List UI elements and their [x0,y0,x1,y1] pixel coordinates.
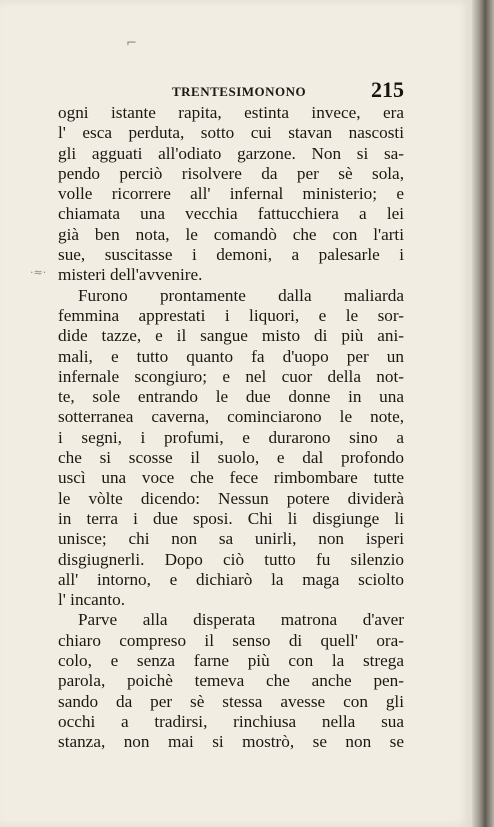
text-line: te, sole entrando le due donne in una [58,387,404,407]
text-line: unisce; chi non sa unirli, non isperi [58,529,404,549]
text-line: gli agguati all'odiato garzone. Non si sa- [58,143,404,163]
text-line: Parve alla disperata matrona d'aver [78,610,404,630]
text-line: già ben nota, le comandò che con l'arti [58,224,404,244]
text-line: disgiugnerli. Dopo ciò tutto fu silenzio [58,549,404,569]
text-line: chiamata una vecchia fattucchiera a lei [58,204,404,224]
text-line: chiaro compreso il senso di quell' ora- [58,630,404,650]
text-line: l' incanto. [58,590,126,610]
text-line: occhi a tradirsi, rinchiusa nella sua [58,711,404,731]
text-line: l' esca perduta, sotto cui stavan nascosti [58,123,404,143]
text-line: pendo perciò risolvere da per sè sola, [58,163,404,183]
text-line: mali, e tutto quanto fa d'uopo per un [58,346,404,366]
text-line: sue, suscitasse i demoni, a palesarle i [58,245,404,265]
text-line: ogni istante rapita, estinta invece, era [58,103,404,122]
margin-mark-top: ⌐ [126,36,137,51]
text-line: Furono prontamente dalla maliarda [78,285,404,305]
text-line: che si scosse il suolo, e dal profondo [58,448,404,468]
text-line: stanza, non mai si mostrò, se non se [58,732,404,752]
running-title: TRENTESIMONONO [172,84,307,99]
page-number: 215 [371,77,404,102]
text-line: femmina apprestati i liquori, e le sor- [58,305,404,325]
text-line: in terra i due sposi. Chi li disgiunge li [58,508,404,528]
text-line: misteri dell'avvenire. [58,265,203,285]
book-page-edge [472,0,494,827]
text-line: sotterranea caverna, cominciarono le note, [58,407,404,427]
text-line: infernale scongiuro; e nel cuor della not- [58,366,404,386]
text-line: sando da per sè stessa avesse con gli [58,691,404,711]
text-line: parola, poichè temeva che anche pen- [58,671,404,691]
margin-mark-left: ·≈· [30,266,47,279]
text-line: le vòlte dicendo: Nessun potere dividerà [58,488,404,508]
text-line: uscì una voce che fece rimbombare tutte [58,468,404,488]
text-line: all' intorno, e dichiarò la maga sciolto [58,569,404,589]
text-line: volle ricorrere all' infernal ministerio; e [58,184,404,204]
text-line: colo, e senza farne più con la strega [58,651,404,671]
page-header [58,77,404,104]
text-line: i segni, i profumi, e durarono sino a [58,427,404,447]
body-text [58,103,404,753]
text-line: dide tazze, e il sangue misto di più ani- [58,326,404,346]
